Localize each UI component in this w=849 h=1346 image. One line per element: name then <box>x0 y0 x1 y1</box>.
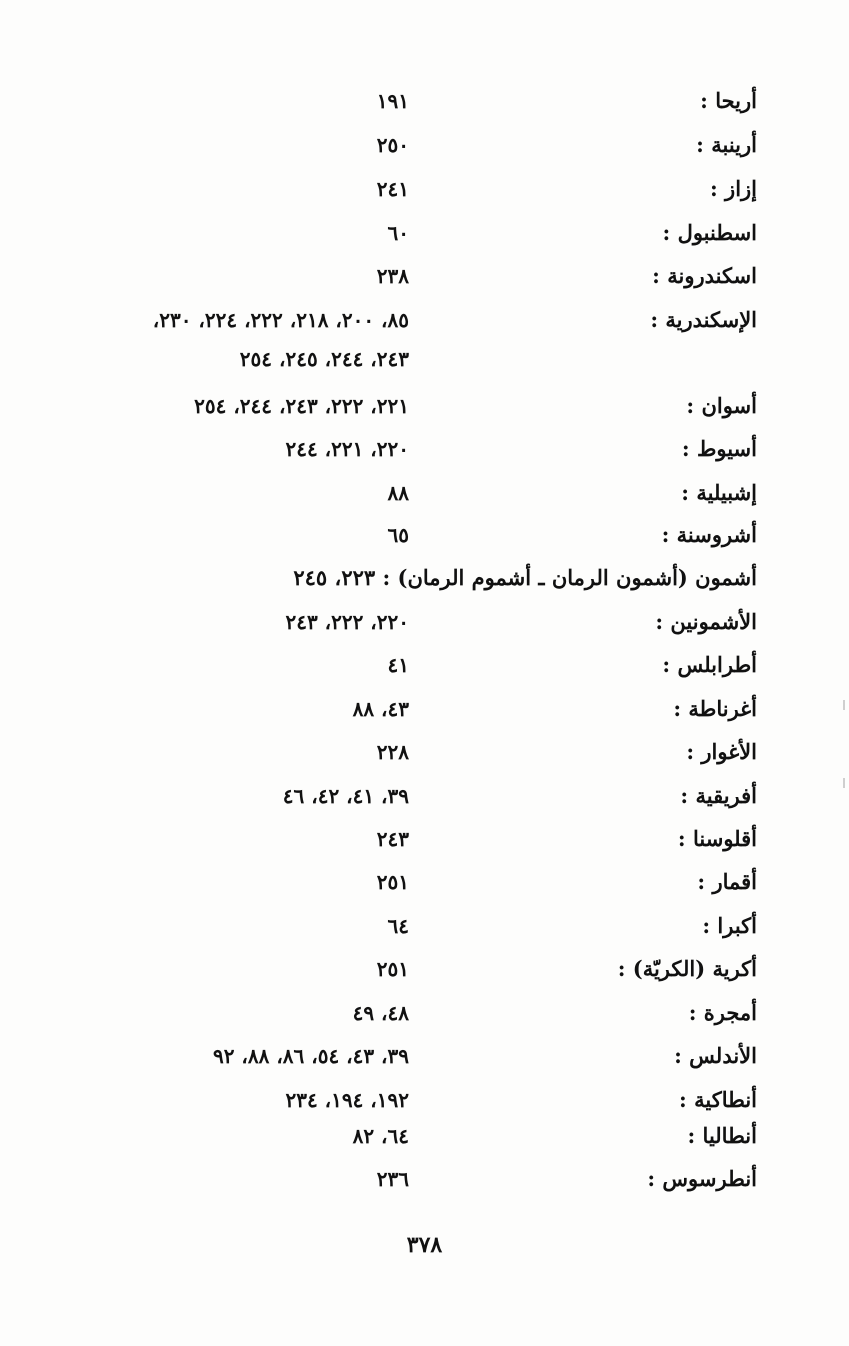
page-refs: ٢٢١، ٢٢٢، ٢٤٣، ٢٤٤، ٢٥٤ <box>194 394 409 418</box>
index-entry <box>0 1162 849 1196</box>
place-name: أغرناطة : <box>673 696 757 721</box>
index-entry <box>0 303 849 337</box>
place-name: أفريقية : <box>680 783 757 808</box>
scan-mark <box>843 778 845 788</box>
index-entry <box>0 476 849 510</box>
place-name: الأندلس : <box>674 1043 757 1068</box>
place-name: أكرية (الكريّة) : <box>617 956 757 981</box>
place-name: أسوان : <box>686 393 757 418</box>
place-name: أنطاليا : <box>687 1123 757 1148</box>
page-refs: ٦٤ <box>387 914 409 938</box>
place-name: أريحا : <box>700 88 757 113</box>
place-name: أقلوسنا : <box>677 826 757 851</box>
place-name: أرينبة : <box>696 132 757 157</box>
place-name: أطرابلس : <box>662 652 757 677</box>
index-entry <box>0 865 849 899</box>
place-name: إزاز : <box>709 176 757 201</box>
place-name: أمجرة : <box>688 1000 757 1025</box>
place-name: أقمار : <box>697 869 757 894</box>
page-refs: ٢٥١ <box>376 957 409 981</box>
page-refs: ١٩١ <box>376 89 409 113</box>
page-refs: ٤١ <box>387 653 409 677</box>
index-entry <box>0 259 849 293</box>
place-name: الإسكندرية : <box>650 307 757 332</box>
page-refs: ٨٥، ٢٠٠، ٢١٨، ٢٢٢، ٢٢٤، ٢٣٠، <box>152 308 409 332</box>
page-refs: ٦٤، ٨٢ <box>352 1124 409 1148</box>
page-refs: ٣٩، ٤٣، ٥٤، ٨٦، ٨٨، ٩٢ <box>212 1044 409 1068</box>
index-entry <box>0 909 849 943</box>
page-refs: ٢٣٨ <box>376 264 409 288</box>
index-entry <box>0 779 849 813</box>
place-name-with-refs: أشمون (أشمون الرمان ـ أشموم الرمان) : ٢٢٣، ٢٤٥ <box>293 565 757 590</box>
place-name: إشبيلية : <box>681 480 757 505</box>
index-entry <box>0 1039 849 1073</box>
place-name: أنطرسوس : <box>647 1166 757 1191</box>
page-refs: ٨٨ <box>387 481 409 505</box>
index-entry <box>0 216 849 250</box>
page-refs: ٢٢٠، ٢٢١، ٢٤٤ <box>285 437 409 461</box>
index-entry-continuation <box>0 342 849 376</box>
page-refs: ١٩٢، ١٩٤، ٢٣٤ <box>285 1088 409 1112</box>
place-name: أشروسنة : <box>661 522 757 547</box>
page-refs: ٤٨، ٤٩ <box>352 1001 409 1025</box>
place-name: الأغوار : <box>686 739 757 764</box>
index-entry <box>0 518 849 552</box>
index-entry <box>0 822 849 856</box>
scan-mark <box>843 700 845 710</box>
index-entry <box>0 561 849 595</box>
index-entry <box>0 128 849 162</box>
index-entry <box>0 1083 849 1117</box>
index-entry <box>0 952 849 986</box>
page-refs: ٢٤٣ <box>376 827 409 851</box>
index-entry <box>0 84 849 118</box>
place-name: الأشمونين : <box>655 609 757 634</box>
place-name: أسيوط : <box>681 436 757 461</box>
place-name: أنطاكية : <box>679 1087 757 1112</box>
page-refs: ٣٩، ٤١، ٤٢، ٤٦ <box>282 784 409 808</box>
page-refs: ٢٤١ <box>376 177 409 201</box>
page-refs: ٦٠ <box>387 221 409 245</box>
index-entry <box>0 172 849 206</box>
page-refs: ٢٥١ <box>376 870 409 894</box>
page-refs: ٢٢٨ <box>376 740 409 764</box>
page-refs: ٤٣، ٨٨ <box>352 697 409 721</box>
page-number: ٣٧٨ <box>406 1232 443 1258</box>
index-entry <box>0 389 849 423</box>
index-entry <box>0 432 849 466</box>
place-name: أكبرا : <box>702 913 757 938</box>
index-entry <box>0 1119 849 1153</box>
index-entry <box>0 648 849 682</box>
index-entry <box>0 605 849 639</box>
page-refs: ٢٣٦ <box>376 1167 409 1191</box>
place-name: اسطنبول : <box>662 220 757 245</box>
index-entry <box>0 996 849 1030</box>
page-refs: ٢٥٠ <box>376 133 409 157</box>
place-name: اسكندرونة : <box>652 263 757 288</box>
index-entry <box>0 692 849 726</box>
page-refs: ٢٤٣، ٢٤٤، ٢٤٥، ٢٥٤ <box>239 347 409 371</box>
page-refs: ٢٢٠، ٢٢٢، ٢٤٣ <box>285 610 409 634</box>
page-refs: ٦٥ <box>387 523 409 547</box>
index-entry <box>0 735 849 769</box>
